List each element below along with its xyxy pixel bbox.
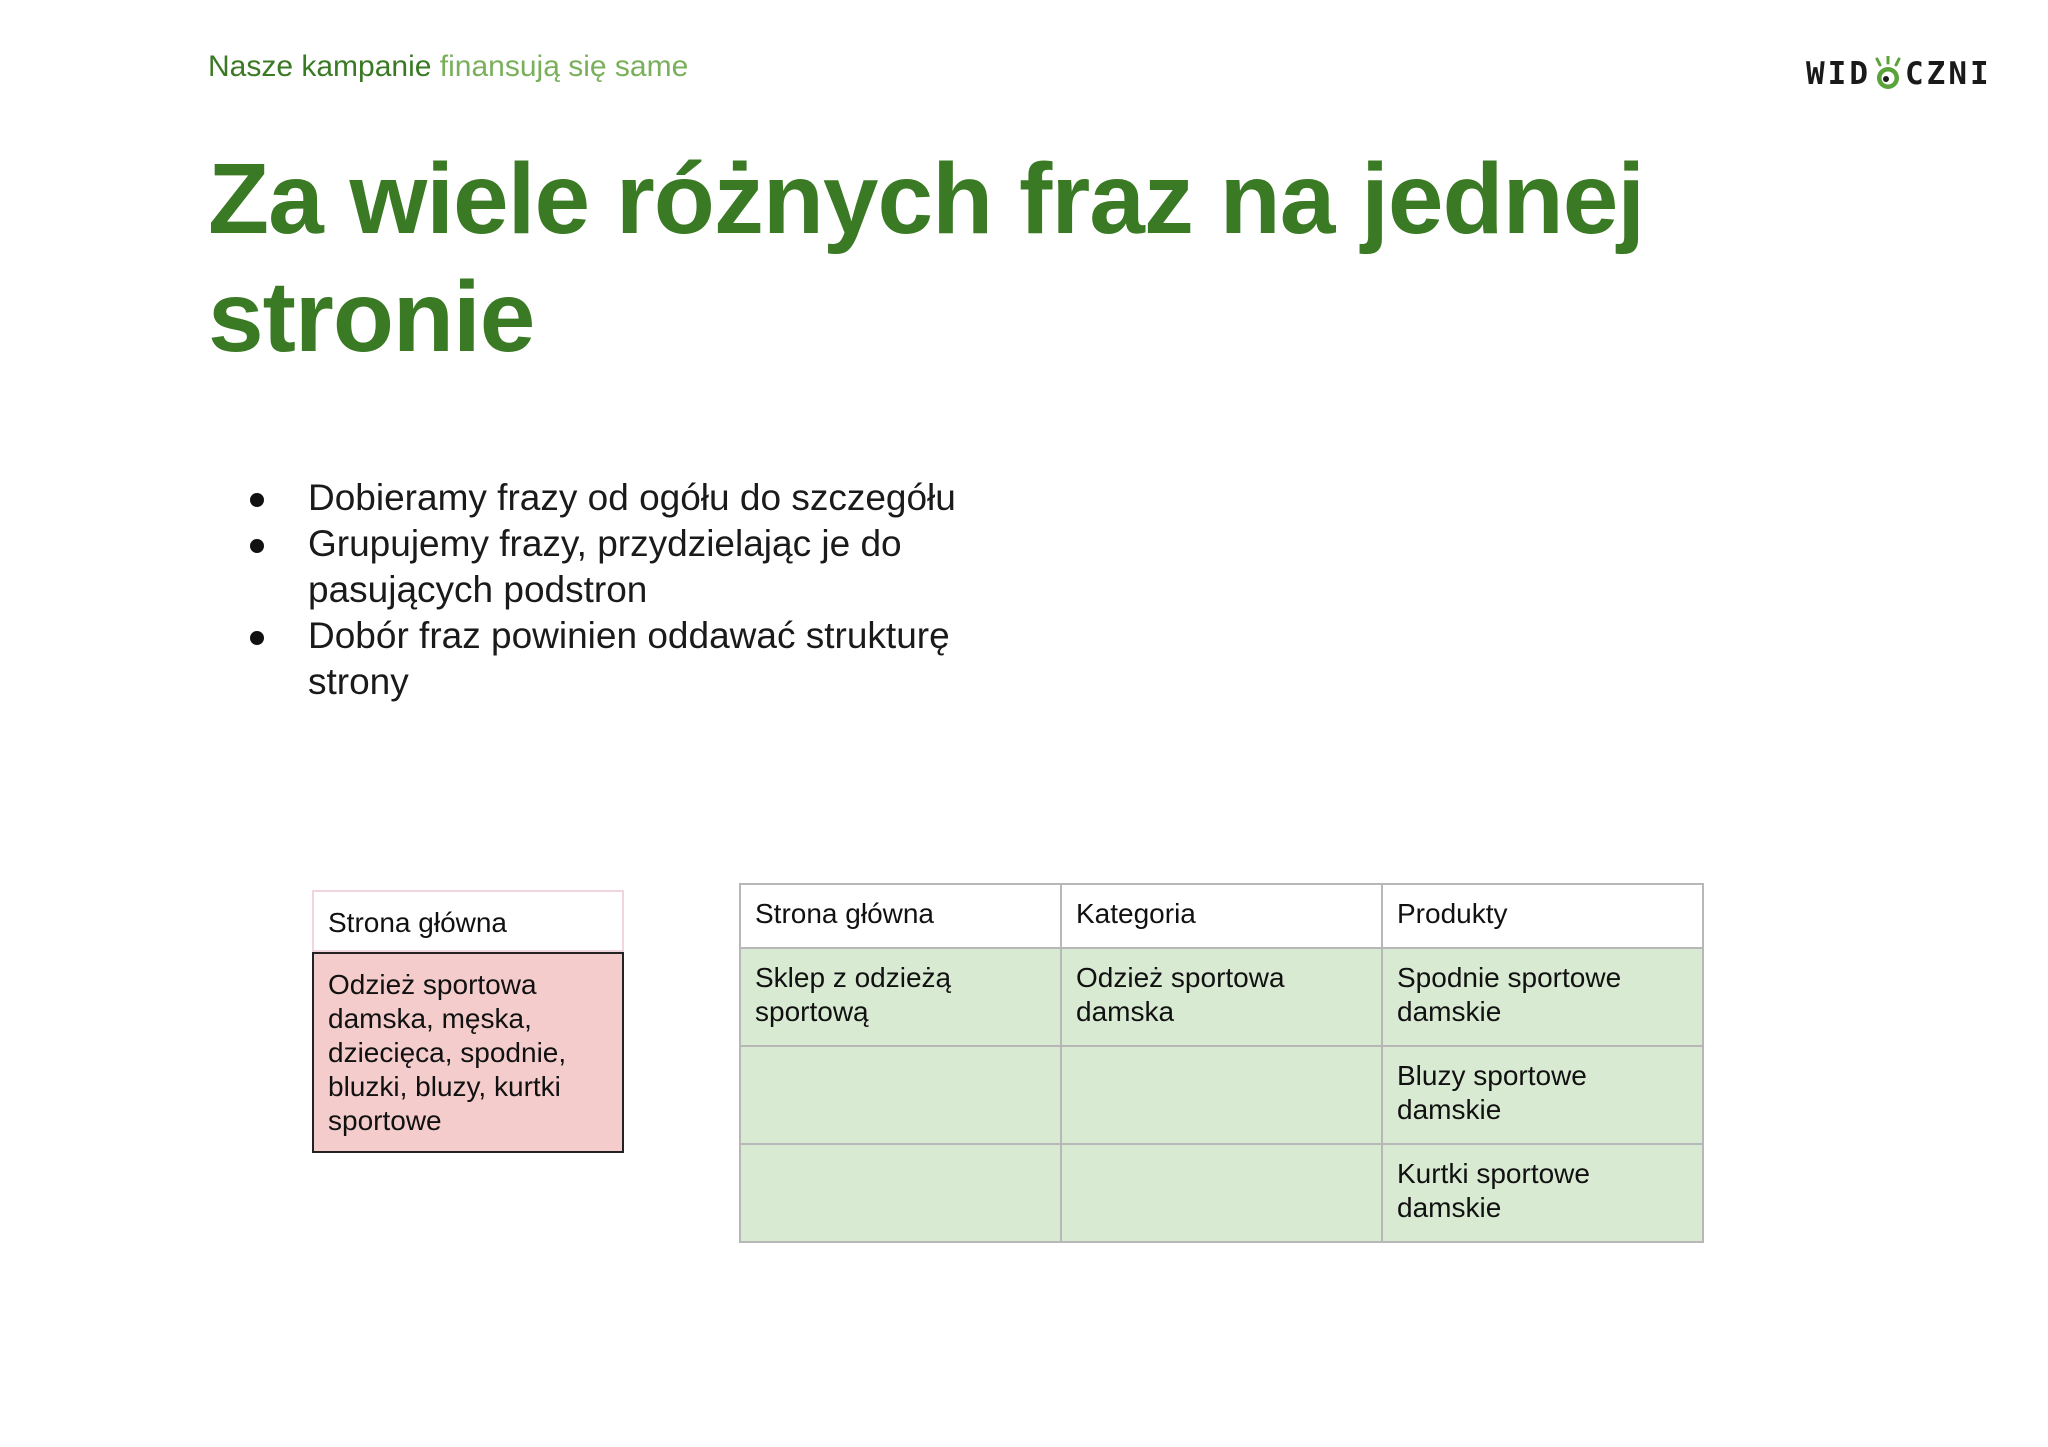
table-row [740, 948, 1703, 1046]
widoczni-logo [1806, 54, 1992, 94]
tagline [208, 50, 688, 84]
table-cell: Odzież sportowa damska [1061, 948, 1382, 1046]
bullet-text: Grupujemy frazy, przydzielając je do pasujących podstron [308, 523, 902, 610]
table-cell [1061, 1144, 1382, 1242]
bullet-dot-icon [250, 631, 264, 645]
tagline-main: Nasze kampanie [208, 50, 432, 83]
slide-title: Za wiele różnych fraz na jednej stronie [208, 143, 1645, 373]
bullet-dot-icon [250, 493, 264, 507]
logo-text-left: WID [1806, 56, 1871, 92]
single-page-table [312, 890, 624, 1153]
header-cell-home: Strona główna [740, 884, 1061, 948]
header-cell-products: Produkty [1382, 884, 1703, 948]
table-cell: Spodnie sportowe damskie [1382, 948, 1703, 1046]
single-page-keywords: Odzież sportowa damska, męska, dziecięca, spodnie, bluzki, bluzy, kurtki sportowe [312, 952, 624, 1153]
table-cell: Bluzy sportowe damskie [1382, 1046, 1703, 1144]
logo-text-right: CZNI [1905, 56, 1992, 92]
table-cell [740, 1144, 1061, 1242]
bullet-text: Dobieramy frazy od ogółu do szczegółu [308, 477, 956, 518]
table-header-row [740, 884, 1703, 948]
bullet-dot-icon [250, 539, 264, 553]
tagline-accent: finansują się same [439, 50, 689, 83]
site-structure-table [739, 883, 1704, 1243]
table-cell: Sklep z odzieżą sportową [740, 948, 1061, 1046]
table-row [740, 1144, 1703, 1242]
table-cell [740, 1046, 1061, 1144]
header-cell-category: Kategoria [1061, 884, 1382, 948]
single-page-header: Strona główna [312, 890, 624, 952]
bullet-item [248, 521, 1048, 613]
bullet-list [248, 475, 1048, 705]
logo-eye-icon [1873, 56, 1903, 92]
table-row [740, 1046, 1703, 1144]
bullet-item [248, 613, 1048, 705]
bullet-item [248, 475, 1048, 521]
table-cell: Kurtki sportowe damskie [1382, 1144, 1703, 1242]
table-cell [1061, 1046, 1382, 1144]
bullet-text: Dobór fraz powinien oddawać strukturę strony [308, 615, 950, 702]
